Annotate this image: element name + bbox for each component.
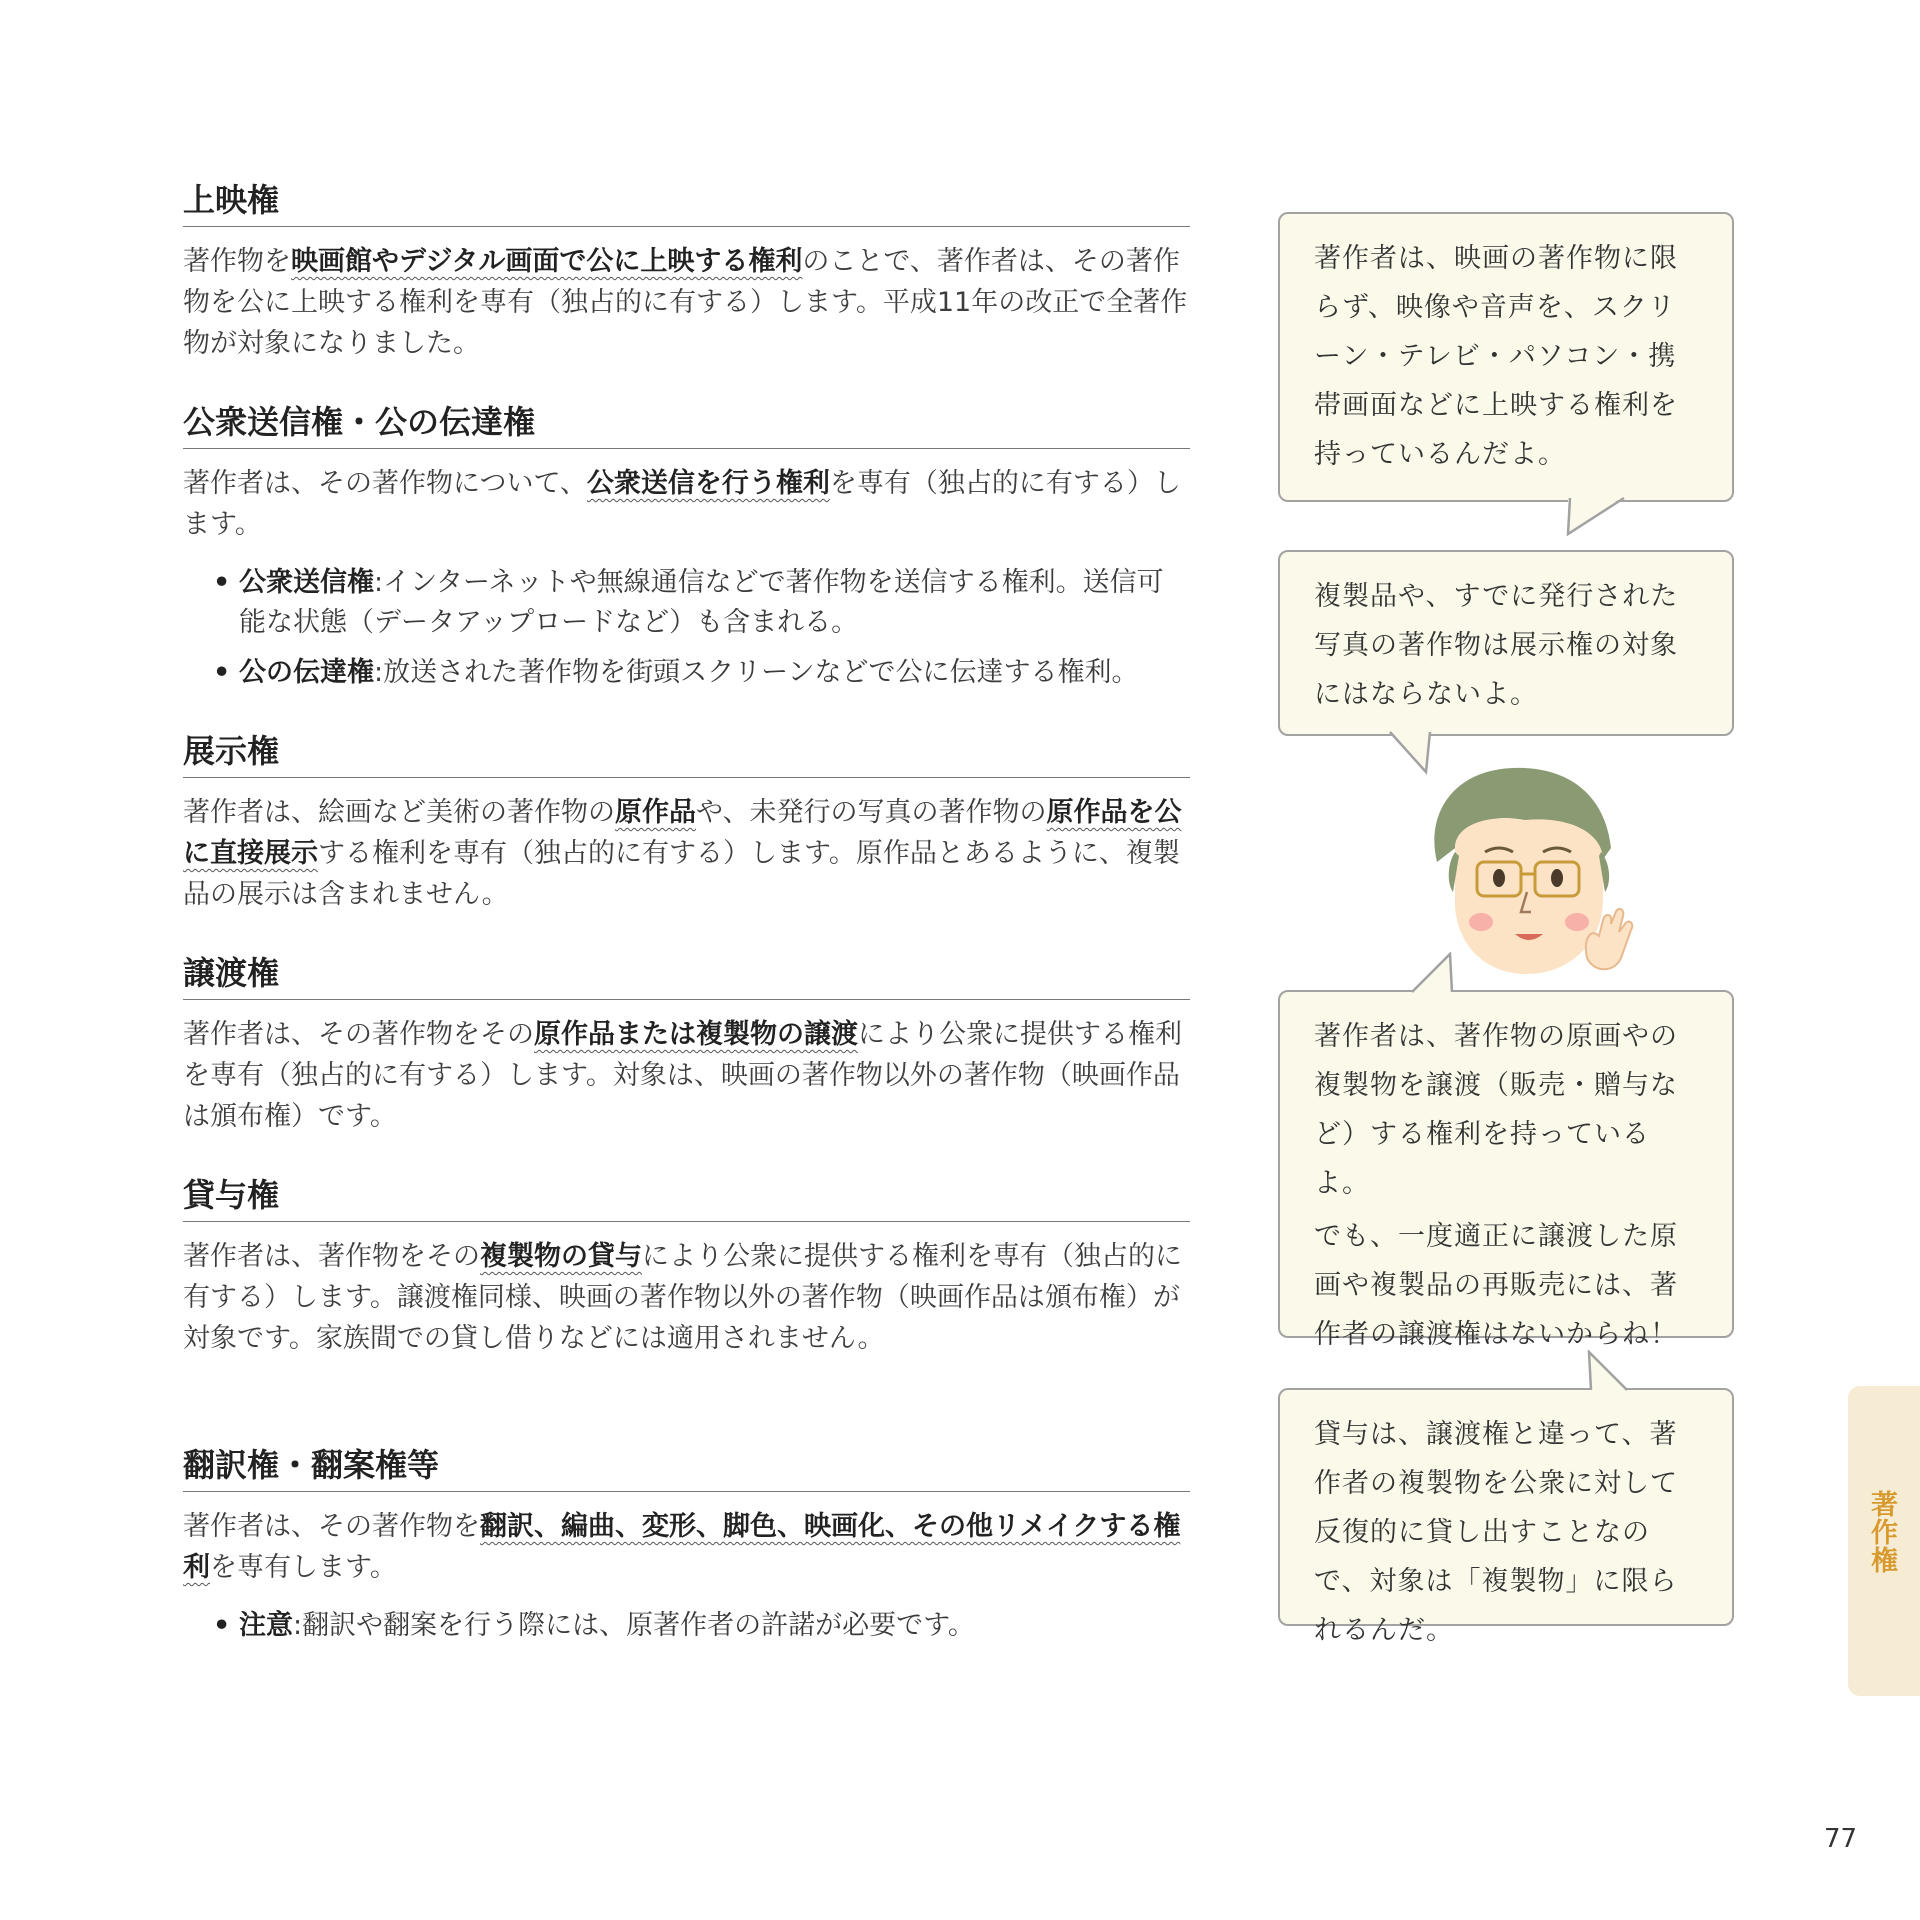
main-column: [183, 180, 1190, 1684]
speech-bubble: [1278, 212, 1734, 502]
speech-bubble: [1278, 990, 1734, 1350]
section-heading: 譲渡権: [183, 953, 1190, 1000]
page-number: 77: [1824, 1824, 1858, 1854]
speech-bubble: [1278, 1388, 1734, 1646]
bubble-tail: [1560, 496, 1630, 538]
section: [183, 953, 1190, 1137]
bullet-list: [183, 563, 1190, 693]
emphasized-phrase: 原作品または複製物の譲渡: [534, 1019, 858, 1050]
text-run: により公衆に提供する権利を専有（独占的に有する）します。譲渡権同様、映画の著作物以外の著作物（映画作品は頒布権）が対象です。家族間での貸し借りなどには適用されません。: [183, 1241, 1182, 1354]
chapter-tab-label: 著作権: [1866, 1490, 1897, 1574]
bullet-text: :翻訳や翻案を行う際には、原著作者の許諾が必要です。: [293, 1610, 975, 1641]
emphasized-phrase: 原作品: [615, 797, 696, 828]
chapter-tab: [1848, 1386, 1920, 1696]
section: [183, 402, 1190, 693]
section-paragraph: [183, 1506, 1190, 1588]
text-run: 著作物を: [183, 246, 291, 277]
bubble-text: 貸与は、譲渡権と違って、著作者の複製物を公衆に対して反復的に貸し出すことなので、対象は「複製物」に限られるんだ。: [1314, 1419, 1678, 1646]
emphasized-phrase: 原作品を公に直接展示: [183, 797, 1182, 869]
text-run: を専有（独占的に有する）します。: [183, 468, 1181, 540]
bullet-item: [213, 1606, 1190, 1646]
section: [183, 1175, 1190, 1359]
section: [183, 1445, 1190, 1646]
bullet-item: [213, 563, 1190, 643]
section-heading: 公衆送信権・公の伝達権: [183, 402, 1190, 449]
bullet-text: :放送された著作物を街頭スクリーンなどで公に伝達する権利。: [374, 657, 1139, 688]
emphasized-phrase: 映画館やデジタル画面で公に上映する権利: [291, 246, 803, 277]
section-paragraph: [183, 792, 1190, 915]
section-paragraph: [183, 463, 1190, 545]
bullet-term: 公衆送信権: [239, 567, 374, 598]
section-heading: 上映権: [183, 180, 1190, 227]
section: [183, 731, 1190, 915]
speech-bubble: [1278, 550, 1734, 736]
text-run: する権利を専有（独占的に有する）します。原作品とあるように、複製品の展示は含まれません。: [183, 838, 1180, 910]
section-paragraph: [183, 1014, 1190, 1137]
bullet-list: [183, 1606, 1190, 1646]
bubble-text: 著作者は、映画の著作物に限らず、映像や音声を、スクリーン・テレビ・パソコン・携帯画面などに上映する権利を持っているんだよ。: [1314, 243, 1678, 470]
text-run: により公衆に提供する権利を専有（独占的に有する）します。対象は、映画の著作物以外の著作物（映画作品は頒布権）です。: [183, 1019, 1182, 1132]
teacher-character-illustration: [1415, 752, 1635, 982]
emphasized-phrase: 公衆送信を行う権利: [586, 468, 830, 499]
section-paragraph: [183, 1236, 1190, 1359]
text-run: 著作者は、著作物をその: [183, 1241, 480, 1272]
bubble-text: 複製品や、すでに発行された写真の著作物は展示権の対象にはならないよ。: [1314, 581, 1679, 710]
emphasized-phrase: 複製物の貸与: [480, 1241, 642, 1272]
text-run: 著作者は、その著作物を: [183, 1511, 480, 1542]
bubble-tail: [1585, 1350, 1635, 1392]
bullet-text: :インターネットや無線通信などで著作物を送信する権利。送信可能な状態（データアップロードなど）も含まれる。: [239, 567, 1164, 638]
bubble-text: 著作者は、著作物の原画やの複製物を譲渡（販売・贈与など）する権利を持っているよ。: [1314, 1021, 1678, 1199]
section-heading: 展示権: [183, 731, 1190, 778]
section: [183, 180, 1190, 364]
bullet-term: 注意: [239, 1610, 293, 1641]
section-heading: 翻訳権・翻案権等: [183, 1445, 1190, 1492]
emphasized-phrase: 翻訳、編曲、変形、脚色、映画化、その他リメイクする権利: [183, 1511, 1181, 1583]
bullet-term: 公の伝達権: [239, 657, 374, 688]
text-run: 著作者は、その著作物について、: [183, 468, 587, 499]
text-run: のことで、著作者は、その著作物を公に上映する権利を専有（独占的に有する）します。平成11年の改正で全著作物が対象になりました。: [183, 246, 1188, 359]
bubble-text: でも、一度適正に譲渡した原画や複製品の再販売には、著作者の譲渡権はないからね！: [1314, 1221, 1678, 1350]
bullet-item: [213, 653, 1190, 693]
text-run: 著作者は、その著作物をその: [183, 1019, 534, 1050]
text-run: や、未発行の写真の著作物の: [696, 797, 1047, 828]
text-run: を専有します。: [210, 1552, 397, 1583]
text-run: 著作者は、絵画など美術の著作物の: [183, 797, 615, 828]
section-heading: 貸与権: [183, 1175, 1190, 1222]
section-paragraph: [183, 241, 1190, 364]
